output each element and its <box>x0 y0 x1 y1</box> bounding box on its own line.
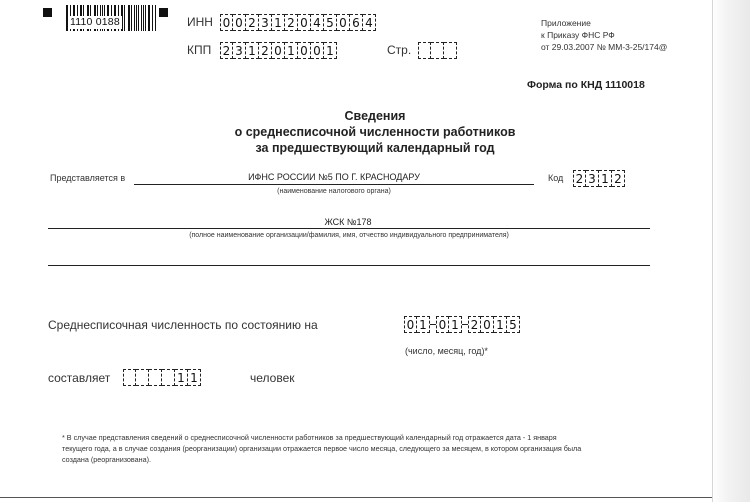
total-label: составляет <box>48 371 111 385</box>
title-line-3: за предшествующий календарный год <box>255 141 495 155</box>
page-edge-line <box>712 0 713 502</box>
barcode-bar <box>136 5 137 31</box>
digit-cell: 0 <box>404 316 417 333</box>
headcount-date-label: Среднесписочная численность по состоянию на <box>48 318 318 332</box>
digit-cell: 1 <box>285 42 298 59</box>
digit-cell: 0 <box>436 316 449 333</box>
scan-edge <box>712 0 750 502</box>
form-code: Форма по КНД 1110018 <box>527 79 645 91</box>
digit-cell: 0 <box>337 14 350 31</box>
digit-cell: 1 <box>494 316 507 333</box>
digit-cell: 0 <box>311 42 324 59</box>
digit-cell: 0 <box>233 14 246 31</box>
code-cells <box>573 170 625 187</box>
page-label: Стр. <box>387 43 412 57</box>
digit-cell: 5 <box>324 14 337 31</box>
title-line-2: о среднесписочной численности работников <box>234 125 516 139</box>
digit-cell: 3 <box>586 170 599 187</box>
digit-cell: 5 <box>507 316 520 333</box>
corner-marker-left <box>43 8 52 17</box>
barcode-number: 1110 0188 <box>70 16 120 28</box>
digit-cell <box>136 369 149 386</box>
digit-cell <box>431 42 444 59</box>
digit-cell: 2 <box>468 316 481 333</box>
tax-authority-caption: (наименование налогового органа) <box>277 188 391 195</box>
digit-cell: 4 <box>363 14 376 31</box>
organization-line <box>48 228 650 229</box>
footnote-line-3: создана (реорганизована). <box>62 455 152 464</box>
footnote-line-2: текущего года, а в случае создания (реорганизации) организации отражается первое число месяца, следующего за месяцем, в котором организация была <box>62 444 582 453</box>
digit-cell <box>123 369 136 386</box>
digit-cell: 1 <box>175 369 188 386</box>
digit-cell: 0 <box>272 42 285 59</box>
digit-cell: 0 <box>481 316 494 333</box>
digit-cell: 1 <box>449 316 462 333</box>
kpp-label: КПП <box>187 43 212 57</box>
digit-cell <box>444 42 457 59</box>
organization-line-2 <box>48 265 650 266</box>
kpp-cells <box>220 42 337 59</box>
footnote-line-1: * В случае представления сведений о среднесписочной численности работников за предшествующий календарный год отражается дата - 1 января <box>62 433 557 442</box>
digit-cell <box>149 369 162 386</box>
digit-cell: 2 <box>259 42 272 59</box>
digit-cell: 4 <box>311 14 324 31</box>
appendix-line-2: к Приказу ФНС РФ <box>541 30 615 40</box>
digit-cell: 2 <box>220 42 233 59</box>
digit-cell: 2 <box>285 14 298 31</box>
tax-authority-value: ИФНС РОССИИ №5 ПО Г. КРАСНОДАРУ <box>248 172 420 182</box>
digit-cell: 3 <box>259 14 272 31</box>
digit-cell: 1 <box>417 316 430 333</box>
organization-value: ЖСК №178 <box>324 217 372 227</box>
digit-cell: 1 <box>246 42 259 59</box>
digit-cell: 1 <box>188 369 201 386</box>
bottom-rule <box>0 497 712 498</box>
organization-caption: (полное наименование организации/фамилия, имя, отчество индивидуального предпринимателя) <box>189 232 509 239</box>
total-unit: человек <box>250 371 295 385</box>
digit-cell: 2 <box>573 170 586 187</box>
digit-cell: 2 <box>246 14 259 31</box>
date-part <box>436 316 462 333</box>
page-cells <box>418 42 457 59</box>
digit-cell: 1 <box>324 42 337 59</box>
digit-cell: 1 <box>272 14 285 31</box>
digit-cell: 6 <box>350 14 363 31</box>
inn-label: ИНН <box>187 15 213 29</box>
code-label: Код <box>548 173 564 183</box>
total-cells <box>123 369 201 386</box>
appendix-line-1: Приложение <box>541 18 591 28</box>
digit-cell: 1 <box>599 170 612 187</box>
appendix-line-3: от 29.03.2007 № ММ-3-25/174@ <box>541 42 668 52</box>
digit-cell: 2 <box>612 170 625 187</box>
submitted-label: Представляется в <box>50 173 126 183</box>
title-line-1: Сведения <box>344 109 406 123</box>
date-part <box>404 316 430 333</box>
date-caption: (число, месяц, год)* <box>405 346 488 356</box>
digit-cell: 0 <box>298 14 311 31</box>
digit-cell <box>418 42 431 59</box>
corner-marker-right <box>159 8 168 17</box>
date-part <box>468 316 520 333</box>
digit-cell: 0 <box>298 42 311 59</box>
digit-cell: 0 <box>220 14 233 31</box>
digit-cell <box>162 369 175 386</box>
headcount-date-cells <box>404 316 520 333</box>
tax-authority-line <box>134 184 534 185</box>
inn-cells <box>220 14 376 31</box>
digit-cell: 3 <box>233 42 246 59</box>
